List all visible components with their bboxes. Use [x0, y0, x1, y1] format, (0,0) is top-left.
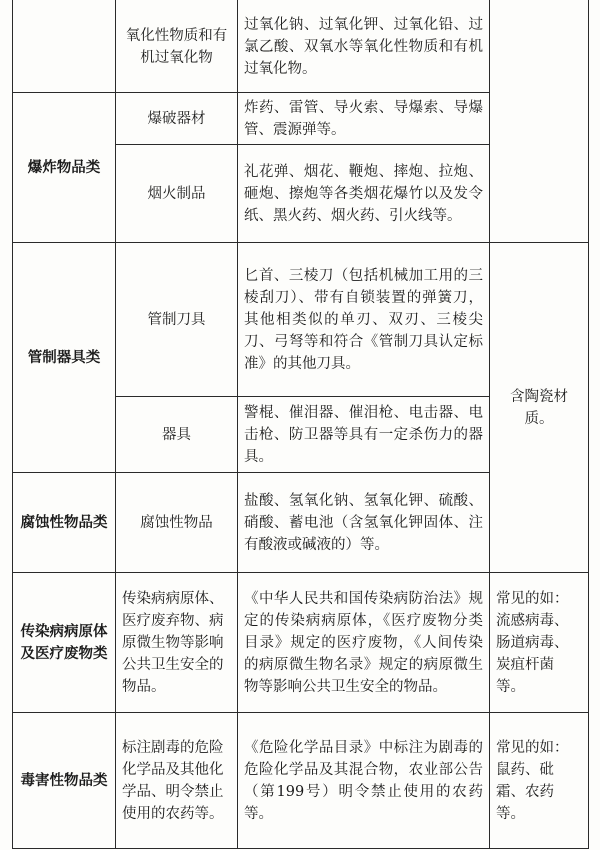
table-row: [13, 1, 589, 93]
subcategory-cell: 器具: [116, 397, 238, 473]
category-cell: 毒害性物品类: [13, 713, 116, 849]
category-cell: 管制器具类: [13, 243, 116, 473]
subcategory-cell: 腐蚀性物品: [116, 473, 238, 573]
subcategory-cell: 烟火制品: [116, 145, 238, 243]
remark-cell: 常见的如：流感病毒、肠道病毒、炭疽杆菌等。: [490, 573, 589, 713]
subcategory-cell: 爆破器材: [116, 93, 238, 145]
subcategory-cell: 管制刀具: [116, 243, 238, 397]
description-cell: 过氧化钠、过氧化钾、过氧化铅、过氯乙酸、双氧水等氧化性物质和有机过氧化物。: [238, 1, 490, 93]
remark-cell: [490, 1, 589, 243]
description-cell: 匕首、三棱刀（包括机械加工用的三棱刮刀）、带有自锁装置的弹簧刀，其他相类似的单刃、双刃、三棱尖刀、弓弩等和符合《管制刀具认定标准》的其他刀具。: [238, 243, 490, 397]
category-cell: 腐蚀性物品类: [13, 473, 116, 573]
table-row: [13, 713, 589, 849]
table-row: [13, 243, 589, 397]
description-cell: 《危险化学品目录》中标注为剧毒的危险化学品及其混合物，农业部公告（第199号）明令禁止使用的农药等。: [238, 713, 490, 849]
category-cell: [13, 1, 116, 93]
subcategory-cell: 氧化性物质和有机过氧化物: [116, 1, 238, 93]
description-cell: 《中华人民共和国传染病防治法》规定的传染病病原体，《医疗废物分类目录》规定的医疗废物，《人间传染的病原微生物名录》规定的病原微生物等影响公共卫生安全的物品。: [238, 573, 490, 713]
category-cell: 传染病病原体及医疗废物类: [13, 573, 116, 713]
prohibited-items-table: [12, 0, 589, 849]
description-cell: 盐酸、氢氧化钠、氢氧化钾、硫酸、硝酸、蓄电池（含氢氧化钾固体、注有酸液或碱液的）等。: [238, 473, 490, 573]
description-cell: 警棍、催泪器、催泪枪、电击器、电击枪、防卫器等具有一定杀伤力的器具。: [238, 397, 490, 473]
remark-cell: 含陶瓷材质。: [490, 243, 589, 573]
subcategory-cell: 传染病病原体、医疗废弃物、病原微生物等影响公共卫生安全的物品。: [116, 573, 238, 713]
table-row: [13, 573, 589, 713]
description-cell: 炸药、雷管、导火索、导爆索、导爆管、震源弹等。: [238, 93, 490, 145]
subcategory-cell: 标注剧毒的危险化学品及其他化学品、明令禁止使用的农药等。: [116, 713, 238, 849]
description-cell: 礼花弹、烟花、鞭炮、摔炮、拉炮、砸炮、擦炮等各类烟花爆竹以及发令纸、黑火药、烟火药、引火线等。: [238, 145, 490, 243]
remark-cell: 常见的如：鼠药、砒霜、农药等。: [490, 713, 589, 849]
category-cell: 爆炸物品类: [13, 93, 116, 243]
